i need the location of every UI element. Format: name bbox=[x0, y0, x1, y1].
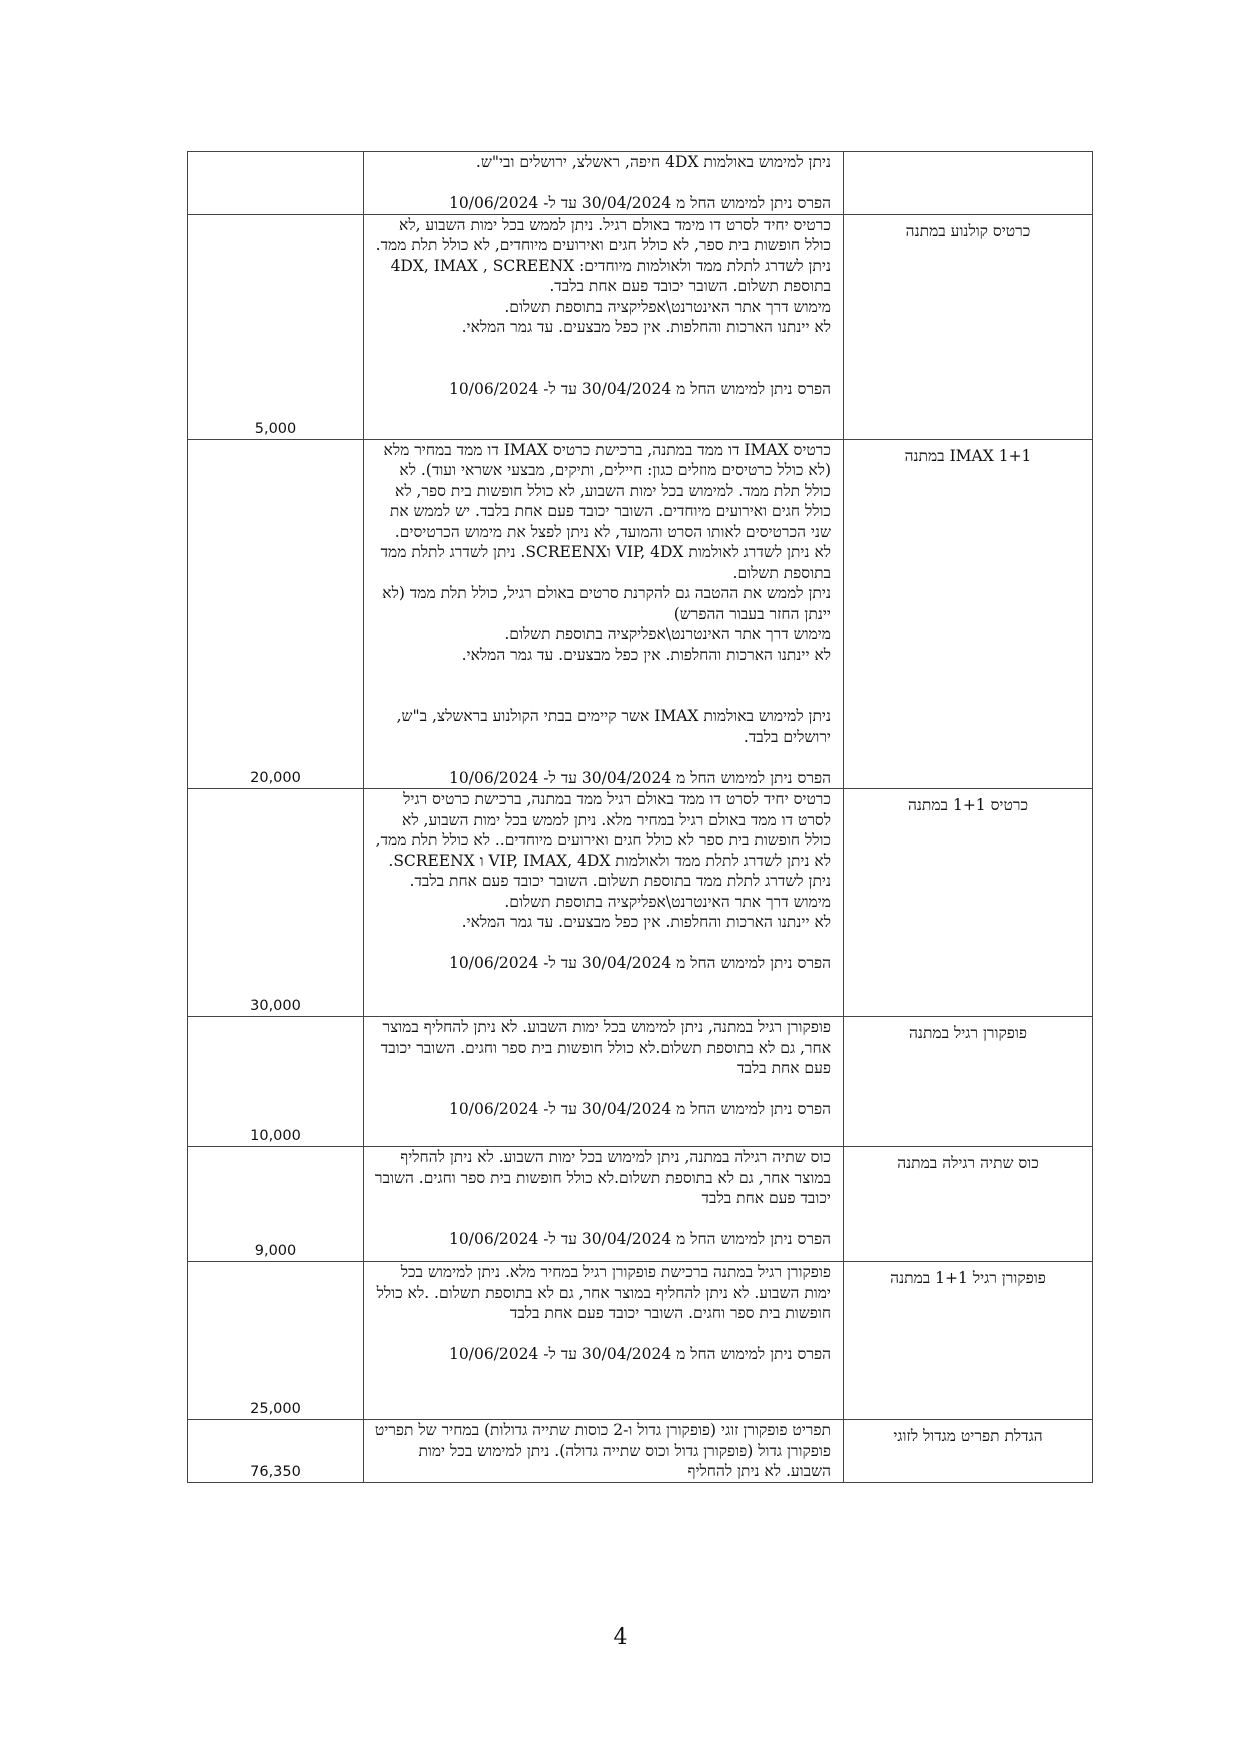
table-row bbox=[188, 439, 1093, 789]
table-row bbox=[188, 789, 1093, 1017]
quantity-cell bbox=[188, 789, 364, 1017]
quantity-cell bbox=[188, 152, 364, 215]
quantity-cell bbox=[188, 439, 364, 789]
prize-name bbox=[844, 152, 1092, 158]
prizes-table bbox=[187, 151, 1093, 1483]
description-text: כרטיס יחיד לסרט דו ממד באולם רגיל ממד במתנה, ברכישת כרטיס רגיל לסרט דו ממד באולם רגיל במחיר מלא. ניתן לממש בכל ימות השבוע, לא כולל חופשות בית ספר לא כולל חגים ואירועים מיוחדים.. לא כולל תלת ממד, לא ניתן לשדרג לתלת ממד ולאולמות VIP, IMAX, 4DX ו SCREENX. ניתן לשדרג לתלת ממד בתוספת תשלום. השובר יכובד פעם אחת בלבד. מימוש דרך אתר האינטרנט\אפליקציה בתוספת תשלום. לא יינתנו הארכות והחלפות. אין כפל מבצעים. עד גמר המלאי. הפרס ניתן למימוש החל מ 30/04/2024 עד ל- 10/06/2024 bbox=[375, 790, 831, 972]
table-row bbox=[188, 1262, 1093, 1420]
quantity-cell bbox=[188, 1017, 364, 1147]
table-row bbox=[188, 1420, 1093, 1483]
prizes-table-body bbox=[188, 152, 1093, 1483]
description-text: פופקורן רגיל במתנה ברכישת פופקורן רגיל במחיר מלא. ניתן למימוש בכל ימות השבוע. לא ניתן להחליף במוצר אחר, גם לא בתוספת תשלום. .לא כולל חופשות בית ספר וחגים. השובר יכובד פעם אחת בלבד הפרס ניתן למימוש החל מ 30/04/2024 עד ל- 10/06/2024 bbox=[376, 1263, 831, 1363]
prize-name-cell bbox=[844, 1147, 1093, 1262]
prize-name: כוס שתיה רגילה במתנה bbox=[897, 1154, 1039, 1172]
quantity-value: 10,000 bbox=[250, 1128, 301, 1144]
quantity-value: 30,000 bbox=[250, 998, 301, 1014]
quantity-value: 20,000 bbox=[250, 770, 301, 786]
page-number: 4 bbox=[613, 1625, 628, 1650]
prize-name-cell bbox=[844, 1262, 1093, 1420]
description-cell bbox=[364, 789, 844, 1017]
table-row bbox=[188, 1017, 1093, 1147]
prize-name-cell bbox=[844, 214, 1093, 439]
quantity-cell bbox=[188, 214, 364, 439]
quantity-value: 5,000 bbox=[254, 420, 297, 437]
prize-name: כרטיס קולנוע במתנה bbox=[905, 221, 1031, 240]
description-text: תפריט פופקורן זוגי (פופקורן גדול ו-2 כוסות שתייה גדולות) במחיר של תפריט פופקורן גדול (פופקורן גדול וכוס שתייה גדולה). ניתן למימוש בכל ימות השבוע. לא ניתן להחליף bbox=[374, 1421, 831, 1480]
table-row bbox=[188, 152, 1093, 215]
description-text: כוס שתיה רגילה במתנה, ניתן למימוש בכל ימות השבוע. לא ניתן להחליף במוצר אחר, גם לא בתוספת תשלום.לא כולל חופשות בית ספר וחגים. השובר יכובד פעם אחת בלבד הפרס ניתן למימוש החל מ 30/04/2024 עד ל- 10/06/2024 bbox=[374, 1148, 831, 1248]
quantity-value: 9,000 bbox=[254, 1243, 297, 1259]
description-cell bbox=[364, 214, 844, 439]
description-text: ניתן למימוש באולמות 4DX חיפה, ראשלצ, ירושלים ובי"ש. הפרס ניתן למימוש החל מ 30/04/2024 עד ל- 10/06/2024 bbox=[449, 153, 831, 212]
prize-name-cell bbox=[844, 152, 1093, 215]
description-cell bbox=[364, 1147, 844, 1262]
description-cell bbox=[364, 439, 844, 789]
quantity-cell bbox=[188, 1147, 364, 1262]
prize-name-cell bbox=[844, 1420, 1093, 1483]
table-row bbox=[188, 1147, 1093, 1262]
description-text: כרטיס יחיד לסרט דו מימד באולם רגיל. ניתן לממש בכל ימות השבוע ,לא כולל חופשות בית ספר, לא כולל חגים ואירועים מיוחדים, לא כולל תלת ממד. ניתן לשדרג לתלת ממד ולאולמות מיוחדים: 4DX, IMAX , SCREENX בתוספת תשלום. השובר יכובד פעם אחת בלבד. מימוש דרך אתר האינטרנט\אפליקציה בתוספת תשלום. לא יינתנו הארכות והחלפות. אין כפל מבצעים. עד גמר המלאי. הפרס ניתן למימוש החל מ 30/04/2024 עד ל- 10/06/2024 bbox=[375, 215, 831, 398]
description-cell bbox=[364, 152, 844, 215]
description-text: פופקורן רגיל במתנה, ניתן למימוש בכל ימות השבוע. לא ניתן להחליף במוצר אחר, גם לא בתוספת תשלום.לא כולל חופשות בית ספר וחגים. השובר יכובד פעם אחת בלבד הפרס ניתן למימוש החל מ 30/04/2024 עד ל- 10/06/2024 bbox=[380, 1018, 831, 1118]
prize-name-cell bbox=[844, 439, 1093, 789]
quantity-value: 76,350 bbox=[250, 1464, 301, 1480]
prize-name-cell bbox=[844, 1017, 1093, 1147]
quantity-cell bbox=[188, 1262, 364, 1420]
prize-name: כרטיס 1+1 במתנה bbox=[907, 796, 1029, 814]
prize-name: הגדלת תפריט מגדול לזוגי bbox=[893, 1427, 1043, 1445]
prize-name: IMAX 1+1 במתנה bbox=[904, 446, 1032, 465]
quantity-value: 25,000 bbox=[250, 1401, 301, 1417]
description-cell bbox=[364, 1420, 844, 1483]
description-text: כרטיס IMAX דו ממד במתנה, ברכישת כרטיס IMAX דו ממד במחיר מלא (לא כולל כרטיסים מוזלים כגון: חיילים, ותיקים, מבצעי אשראי ועוד). לא כולל תלת ממד. למימוש בכל ימות השבוע, לא כולל חופשות בית ספר, לא כולל חגים ואירועים מיוחדים. השובר יכובד פעם אחת בלבד. יש לממש את שני הכרטיסים לאותו הסרט והמועד, לא ניתן לפצל את מימוש הכרטיסים. לא ניתן לשדרג לאולמות VIP, 4DX וSCREENX. ניתן לשדרג לתלת ממד בתוספת תשלום. ניתן לממש את ההטבה גם להקרנת סרטים באולם רגיל, כולל תלת ממד (לא יינתן החזר בעבור ההפרש) מימוש דרך אתר האינטרנט\אפליקציה בתוספת תשלום. לא יינתנו הארכות והחלפות. אין כפל מבצעים. עד גמר המלאי. ניתן למימוש באולמות IMAX אשר קיימים בבתי הקולנוע בראשלצ, ב"ש, ירושלים בלבד. הפרס ניתן למימוש החל מ 30/04/2024 עד ל- 10/06/2024 bbox=[380, 440, 831, 787]
prize-name: פופקורן רגיל 1+1 במתנה bbox=[890, 1269, 1046, 1287]
table-row bbox=[188, 214, 1093, 439]
quantity-cell bbox=[188, 1420, 364, 1483]
description-cell bbox=[364, 1262, 844, 1420]
description-cell bbox=[364, 1017, 844, 1147]
prize-name-cell bbox=[844, 789, 1093, 1017]
prize-name: פופקורן רגיל במתנה bbox=[909, 1024, 1027, 1042]
